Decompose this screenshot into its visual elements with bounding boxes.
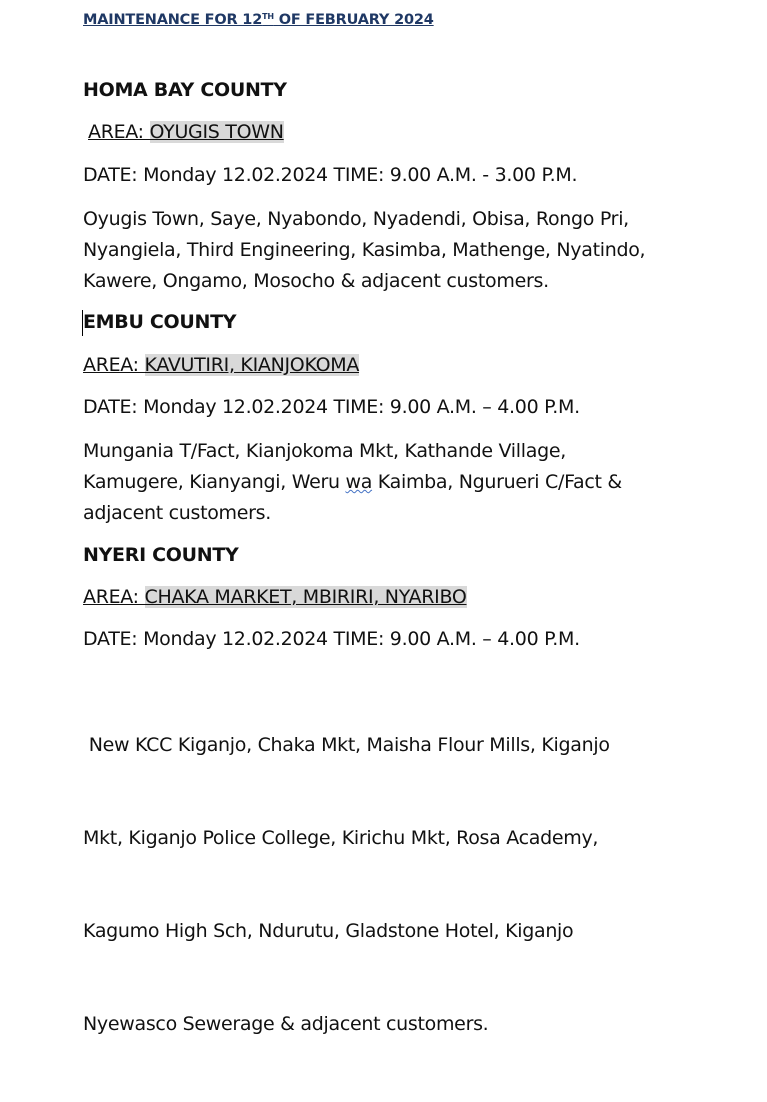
county-heading-homa-bay: HOMA BAY COUNTY — [83, 79, 287, 101]
places-nyeri — [83, 668, 683, 1102]
places-line: Nyangiela, Third Engineering, Kasimba, Mathenge, Nyatindo, — [83, 239, 646, 261]
spellcheck-flag-word[interactable]: wa — [345, 471, 373, 493]
date-line-homa-bay: DATE: Monday 12.02.2024 TIME: 9.00 A.M. - 3.00 P.M. — [83, 164, 578, 186]
places-text: Kamugere, Kianyangi, Weru — [83, 471, 346, 493]
places-homa-bay — [83, 204, 683, 297]
places-line: Kagumo High Sch, Ndurutu, Gladstone Hotel, Kiganjo — [83, 920, 574, 942]
places-line: Mungania T/Fact, Kianjokoma Mkt, Kathande Village, — [83, 440, 566, 462]
places-line: adjacent customers. — [83, 502, 272, 524]
title-superscript: TH — [262, 12, 274, 21]
places-line: Mkt, Kiganjo Police College, Kirichu Mkt, Rosa Academy, — [83, 827, 599, 849]
county-heading-embu: EMBU COUNTY — [83, 311, 237, 333]
area-value-embu: KAVUTIRI, KIANJOKOMA — [144, 354, 360, 376]
area-value-nyeri: CHAKA MARKET, MBIRIRI, NYARIBO — [144, 586, 467, 608]
places-embu — [83, 436, 683, 529]
places-text: Kaimba, Ngurueri C/Fact & — [372, 471, 622, 493]
places-line: Kawere, Ongamo, Mosocho & adjacent customers. — [83, 270, 549, 292]
title-suffix: OF FEBRUARY 2024 — [273, 12, 434, 28]
places-line: Oyugis Town, Saye, Nyabondo, Nyadendi, Obisa, Rongo Pri, — [83, 208, 629, 230]
area-line-embu — [83, 354, 359, 376]
places-line — [83, 467, 683, 498]
county-heading-nyeri: NYERI COUNTY — [83, 544, 239, 566]
title-main: MAINTENANCE FOR 12 — [83, 12, 263, 28]
date-line-embu: DATE: Monday 12.02.2024 TIME: 9.00 A.M. – 4.00 P.M. — [83, 396, 580, 418]
area-label: AREA: — [83, 354, 145, 376]
area-label: AREA: — [88, 121, 150, 143]
places-line: Nyewasco Sewerage & adjacent customers. — [83, 1013, 489, 1035]
places-line: New KCC Kiganjo, Chaka Mkt, Maisha Flour Mills, Kiganjo — [83, 734, 610, 756]
area-value-homa-bay: OYUGIS TOWN — [149, 121, 284, 143]
document-title — [83, 12, 434, 28]
area-line-nyeri — [83, 586, 467, 608]
date-line-nyeri: DATE: Monday 12.02.2024 TIME: 9.00 A.M. – 4.00 P.M. — [83, 628, 580, 650]
area-label: AREA: — [83, 586, 145, 608]
area-line-homa-bay — [88, 121, 284, 143]
